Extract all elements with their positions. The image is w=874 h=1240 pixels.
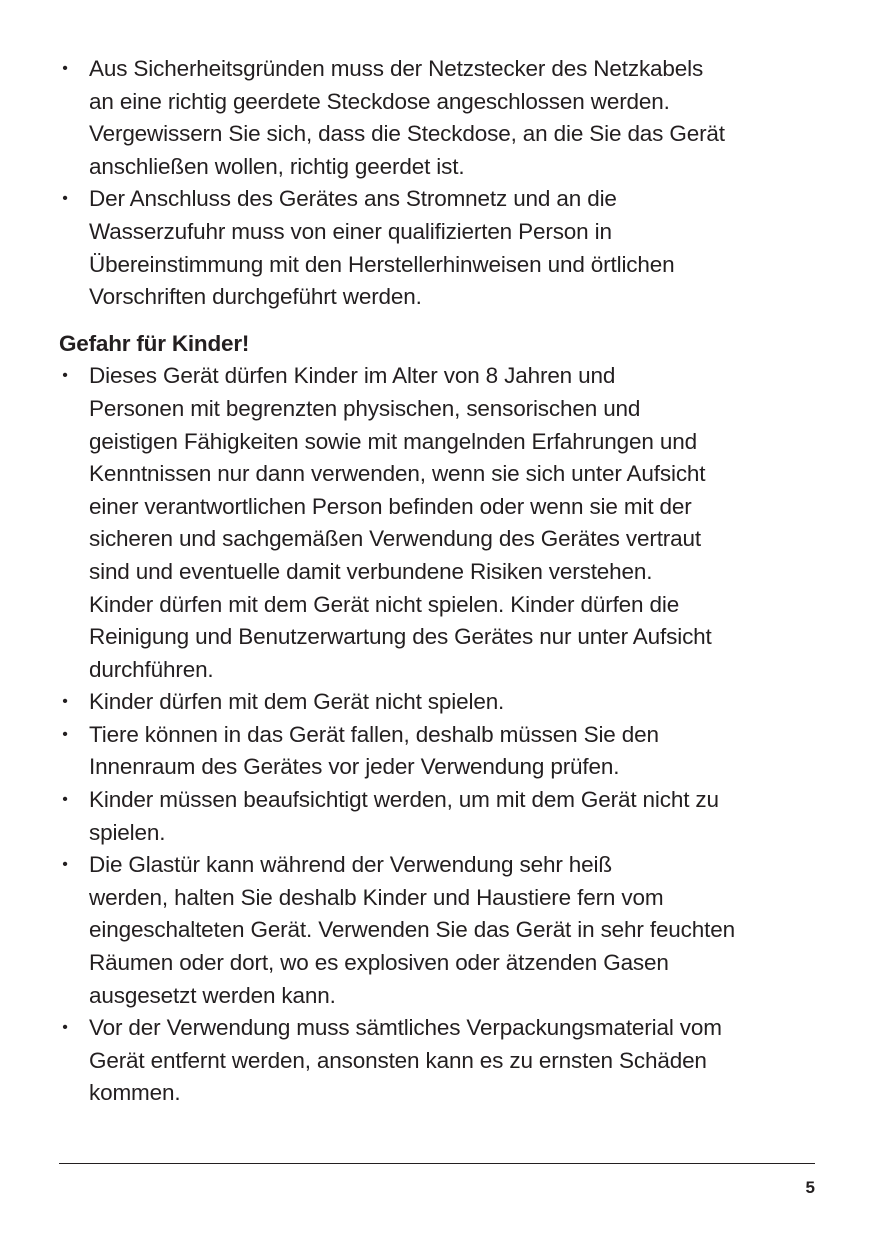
section-heading: Gefahr für Kinder!: [59, 330, 250, 356]
bullet-marker: •: [62, 1019, 68, 1037]
text-line: spielen.: [89, 819, 166, 845]
list-item: [59, 360, 819, 686]
text-line: kommen.: [89, 1080, 181, 1106]
bullet-marker: •: [62, 60, 68, 77]
list-item: [59, 784, 819, 849]
list-item: [59, 719, 819, 784]
text-line: Kenntnissen nur dann verwenden, wenn sie sich unter Aufsicht: [89, 461, 706, 487]
text-line: Dieses Gerät dürfen Kinder im Alter von 8 Jahren und: [89, 363, 616, 389]
text-line: Personen mit begrenzten physischen, sensorischen und: [89, 395, 641, 421]
text-line: an eine richtig geerdete Steckdose angeschlossen werden.: [89, 88, 670, 114]
list-item: [59, 849, 819, 1012]
list-item: [59, 686, 819, 719]
safety-list-general: [59, 53, 819, 314]
text-line: Die Glastür kann während der Verwendung sehr heiß: [89, 852, 612, 878]
text-line: durchführen.: [89, 656, 214, 682]
bullet-marker: •: [62, 367, 68, 385]
list-item: [59, 53, 819, 183]
text-line: Reinigung und Benutzerwartung des Gerätes nur unter Aufsicht: [89, 624, 712, 650]
text-line: einer verantwortlichen Person befinden oder wenn sie mit der: [89, 493, 692, 519]
text-line: Räumen oder dort, wo es explosiven oder ätzenden Gasen: [89, 950, 669, 976]
page-content: [59, 53, 819, 1110]
text-line: Der Anschluss des Gerätes ans Stromnetz und an die: [89, 186, 617, 212]
bullet-marker: •: [62, 693, 68, 711]
footer-divider: [59, 1163, 815, 1164]
text-line: Aus Sicherheitsgründen muss der Netzstecker des Netzkabels: [89, 56, 704, 81]
text-line: Vor der Verwendung muss sämtliches Verpackungsmaterial vom: [89, 1015, 722, 1041]
bullet-marker: •: [62, 725, 68, 743]
text-line: Gerät entfernt werden, ansonsten kann es zu ernsten Schäden: [89, 1047, 707, 1073]
text-line: Vorschriften durchgeführt werden.: [89, 284, 422, 310]
text-line: sicheren und sachgemäßen Verwendung des Gerätes vertraut: [89, 526, 701, 552]
text-line: Übereinstimmung mit den Herstellerhinweisen und örtlichen: [89, 251, 675, 277]
bullet-marker: •: [62, 190, 68, 208]
safety-list-children: [59, 360, 819, 1110]
text-line: eingeschalteten Gerät. Verwenden Sie das Gerät in sehr feuchten: [89, 917, 735, 943]
text-line: sind und eventuelle damit verbundene Risiken verstehen.: [89, 558, 653, 584]
text-line: anschließen wollen, richtig geerdet ist.: [89, 153, 465, 179]
text-line: Tiere können in das Gerät fallen, deshalb müssen Sie den: [89, 721, 659, 747]
text-line: Wasserzufuhr muss von einer qualifizierten Person in: [89, 218, 612, 244]
text-line: werden, halten Sie deshalb Kinder und Haustiere fern vom: [89, 884, 664, 910]
text-line: Kinder müssen beaufsichtigt werden, um mit dem Gerät nicht zu: [89, 787, 719, 813]
text-line: Kinder dürfen mit dem Gerät nicht spielen. Kinder dürfen die: [89, 591, 680, 617]
text-line: geistigen Fähigkeiten sowie mit mangelnden Erfahrungen und: [89, 428, 697, 454]
text-line: Innenraum des Gerätes vor jeder Verwendung prüfen.: [89, 754, 620, 780]
page-number: 5: [805, 1178, 815, 1197]
list-item: [59, 1012, 819, 1110]
bullet-marker: •: [62, 856, 68, 874]
bullet-marker: •: [62, 791, 68, 809]
list-item: [59, 183, 819, 313]
text-line: ausgesetzt werden kann.: [89, 982, 336, 1008]
text-line: Vergewissern Sie sich, dass die Steckdose, an die Sie das Gerät: [89, 121, 725, 147]
text-line: Kinder dürfen mit dem Gerät nicht spielen.: [89, 689, 505, 715]
